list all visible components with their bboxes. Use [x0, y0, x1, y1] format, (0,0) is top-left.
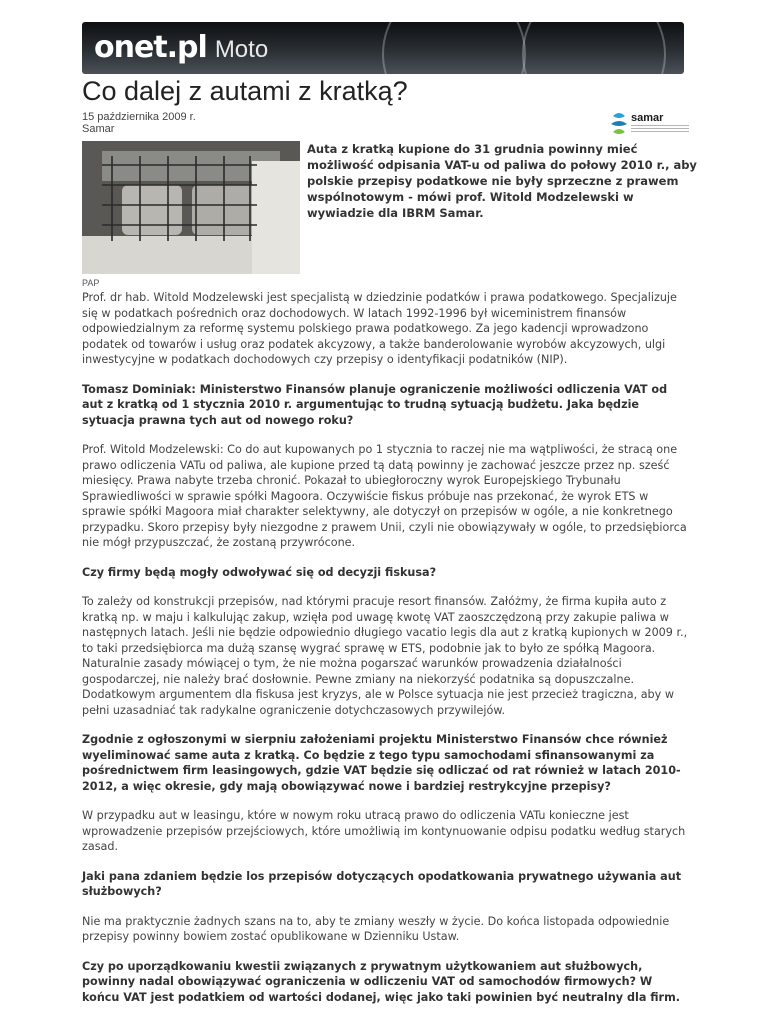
car-interior-illustration [82, 141, 300, 274]
partner-logo [609, 110, 689, 138]
site-logo[interactable] [94, 30, 268, 65]
article-paragraph: Nie ma praktycznie żadnych szans na to, aby te zmiany weszły w życie. Do końca listopada odpowiednie przepisy powinny bowiem zostać opublikowane w Dzienniku Ustaw. [82, 914, 670, 943]
brand-name: onet.pl [94, 30, 207, 65]
interview-question: Jaki pana zdaniem będzie los przepisów dotyczących opodatkowania prywatnego używania aut służbowych? [82, 869, 682, 898]
article-lead: Auta z kratką kupione do 31 grudnia powinny mieć możliwość odpisania VAT-u od paliwa do połowy 2010 r., aby polskie przepisy podatkowe nie były sprzeczne z prawem wspólnotowym - mówi prof. Witold Modzelewski w wywiadzie dla IBRM Samar. [307, 142, 697, 220]
header-banner [82, 22, 684, 74]
article-paragraph: W przypadku aut w leasingu, które w nowym roku utracą prawo do odliczenia VATu konieczne jest wprowadzenie przepisów przejściowych, które umożliwią im kontynuowanie odpisu podatku według starych zasad. [82, 809, 686, 853]
article-source: Samar [82, 123, 115, 135]
partner-name: samar [631, 112, 664, 124]
article-photo [82, 141, 300, 274]
interview-question: Zgodnie z ogłoszonymi w sierpniu założeniami projektu Ministerstwo Finansów chce również wyeliminować same auta z kratką. Co będzie z tego typu samochodami sfinansowanymi za pośrednictwem firm leasingowych, gdzie VAT będzie się odliczać od rat również w latach 2010-2012, a więc okresie, gdy mają obowiązywać nowe i bardziej restrykcyjne przepisy? [82, 733, 681, 793]
article-date: 15 października 2009 r. [82, 111, 196, 123]
article-paragraph: Prof. dr hab. Witold Modzelewski jest specjalistą w dziedzinie podatków i prawa podatkowego. Specjalizuje się w podatkach pośrednich oraz dochodowych. W latach 1992-1996 był wiceministrem finansów odpowiedzialnym za reformę systemu polskiego prawa podatkowego. Za jego kadencji wprowadzono podatek od towarów i usług oraz podatek akcyzowy, a także banderolowanie wyrobów akcyzowych, ulgi inwestycyjne w podatkach dochodowych czy przepisy o identyfikacji podatników (NIP). [82, 291, 677, 366]
article-paragraph: Prof. Witold Modzelewski: Co do aut kupowanych po 1 stycznia to raczej nie ma wątpliwości, że stracą one prawo odliczenia VATu od paliwa, ale kupione przed tą datą powinny je zachować jeszcze przez np. sześć miesięcy. Prawa nabyte trzeba chronić. Pokazał to ubiegłoroczny wyrok Europejskiego Trybunału Sprawiedliwości w sprawie spółki Magoora. Oczywiście fiskus próbuje nas przekonać, że wyrok ETS w sprawie spółki Magoora miał charakter selektywny, ale dotyczył on przepisów w ogóle, a nie konkretnego przypadku. Skoro przepisy były niezgodne z prawem Unii, czyli nie obowiązywały w ogóle, to przedsiębiorca nie mógł przypuszczać, że zostaną przywrócone. [82, 443, 687, 549]
article-body [82, 290, 689, 1019]
article-paragraph: To zależy od konstrukcji przepisów, nad którymi pracuje resort finansów. Załóżmy, że firma kupiła auto z kratką np. w maju i kalkulując zakup, wzięła pod uwagę kwotę VAT zaoszczędzoną przy zakupie paliwa w następnych latach. Jeśli nie będzie odpowiednio długiego vacatio legis dla aut z kratką kupionych w 2009 r., to taki przedsiębiorca ma dużą szansę wygrać sprawę w ETS, podobnie jak to było ze spółką Magoora. Naturalnie zasady mówiącej o tym, że nie można pogarszać warunków prowadzenia działalności gospodarczej, nie należy brać dosłownie. Pewne zmiany na niekorzyść podatnika są dopuszczalne. Dodatkowym argumentem dla fiskusa jest kryzys, ale w Polsce sytuacja nie jest przecież tragiczna, aby w pełni uzasadniać tak radykalne ograniczenie dotychczasowych przywilejów. [82, 595, 688, 717]
photo-caption: PAP [82, 278, 100, 288]
section-name: Moto [214, 36, 269, 63]
article-title: Co dalej z autami z kratką? [82, 76, 408, 106]
gauge-decoration [382, 22, 526, 74]
gauge-decoration [522, 22, 666, 74]
partner-tagline-decoration [631, 125, 689, 133]
samar-logo-icon [609, 110, 629, 138]
interview-question: Tomasz Dominiak: Ministerstwo Finansów planuje ograniczenie możliwości odliczenia VAT od aut z kratką od 1 stycznia 2010 r. argumentując to trudną sytuacją budżetu. Jaka będzie sytuacja prawna tych aut od nowego roku? [82, 382, 668, 427]
interview-question: Czy po uporządkowaniu kwestii związanych z prywatnym użytkowaniem aut służbowych, powinny nadal obowiązywać ograniczenia w odliczeniu VAT od samochodów firmowych? W końcu VAT jest podatkiem od wartości dodanej, więc jako taki powinien być neutralny dla firm. [82, 959, 680, 1004]
interview-question: Czy firmy będą mogły odwoływać się od decyzji fiskusa? [82, 565, 437, 579]
